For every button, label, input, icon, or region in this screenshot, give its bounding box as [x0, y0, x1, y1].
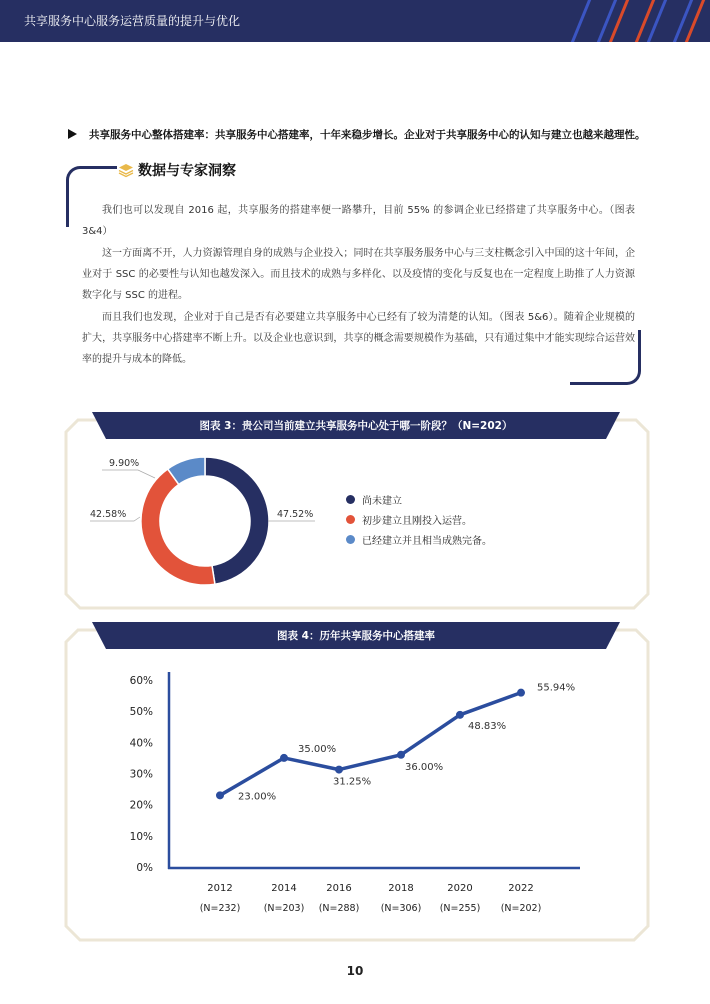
chart3-legend: [346, 489, 492, 549]
insight-paragraph-2: 这一方面离不开，人力资源管理自身的成熟与企业投入；同时在共享服务服务中心与三支柱概念引入中国的这十年间，企业对于 SSC 的必要性与认知也越发深入。而且技术的成熟与多样化、以及疫情的变化与反复也在一定程度上助推了人力资源数字化与 SSC 的进程。: [82, 248, 635, 301]
x-tick-label: 2012: [207, 883, 233, 894]
legend-dot-blue: [346, 535, 355, 544]
donut-slice-initial: [141, 469, 215, 585]
x-tick-label: 2016: [326, 883, 352, 894]
chart4-title: 图表 4：历年共享服务中心搭建率: [277, 630, 435, 642]
y-tick-label: 10%: [129, 830, 153, 843]
layers-icon: [118, 162, 134, 178]
x-tick-sublabel: (N=232): [199, 903, 241, 914]
chart3-title: 图表 3：贵公司当前建立共享服务中心处于哪一阶段？（N=202）: [199, 420, 513, 432]
summary-line: [68, 127, 646, 142]
legend-label: 已经建立并且相当成熟完备。: [362, 535, 492, 547]
y-tick-label: 0%: [136, 862, 153, 874]
legend-item-established: [346, 529, 492, 549]
y-tick-label: 50%: [129, 706, 153, 719]
pie-label-established: 9.90%: [109, 458, 140, 469]
chart3-donut: [140, 456, 270, 586]
legend-item-not-established: [346, 489, 492, 509]
summary-text: 共享服务中心整体搭建率：共享服务中心搭建率，十年来稳步增长。企业对于共享服务中心的认知与建立也越来越理性。: [89, 129, 646, 141]
x-tick-sublabel: (N=203): [263, 903, 305, 914]
pie-label-initial: 42.58%: [90, 509, 127, 520]
y-tick-label: 30%: [129, 768, 153, 781]
legend-dot-navy: [346, 495, 355, 504]
x-tick-label: 2014: [271, 883, 297, 894]
y-tick-label: 20%: [129, 799, 153, 812]
x-tick-label: 2020: [447, 883, 473, 894]
insight-heading: [118, 160, 236, 180]
insight-title: 数据与专家洞察: [138, 163, 236, 179]
x-tick-sublabel: (N=202): [500, 903, 542, 914]
x-tick-label: 2022: [508, 883, 534, 894]
y-tick-label: 60%: [129, 675, 153, 687]
header-title: 共享服务中心服务运营质量的提升与优化: [24, 14, 241, 28]
insight-paragraph-3: 而且我们也发现，企业对于自己是否有必要建立共享服务中心已经有了较为清楚的认知。（图表 5&6）。随着企业规模的扩大，共享服务中心搭建率不断上升。以及企业也意识到，共享的概念需要规模作为基础，只有通过集中才能实现综合运营效率的提升与成本的降低。: [82, 312, 635, 365]
data-label: 36.00%: [405, 761, 444, 773]
donut-slice-not-established: [205, 457, 269, 584]
legend-dot-red: [346, 515, 355, 524]
x-tick-sublabel: (N=306): [380, 903, 422, 914]
y-tick-label: 40%: [129, 737, 153, 750]
data-label: 35.00%: [298, 743, 337, 755]
header-decoration: [550, 0, 710, 42]
x-tick-sublabel: (N=255): [439, 903, 481, 914]
data-label: 23.00%: [238, 791, 277, 803]
legend-label: 初步建立且刚投入运营。: [362, 515, 472, 527]
legend-item-initial: [346, 509, 492, 529]
x-tick-sublabel: (N=288): [318, 903, 360, 914]
data-label: 48.83%: [468, 720, 507, 732]
x-tick-label: 2018: [388, 883, 414, 894]
chart4-panel-border: [64, 628, 650, 942]
insight-paragraph-1: 我们也可以发现自 2016 起，共享服务的搭建率便一路攀升，目前 55% 的参调企业已经搭建了共享服务中心。（图表 3&4）: [82, 205, 635, 237]
triangle-bullet-icon: [68, 129, 77, 139]
data-label: 31.25%: [333, 776, 372, 788]
data-label: 55.94%: [537, 682, 576, 694]
legend-label: 尚未建立: [362, 495, 402, 507]
pie-label-not-established: 47.52%: [277, 509, 314, 520]
page-header: [0, 0, 710, 42]
page-number: 10: [346, 964, 364, 978]
